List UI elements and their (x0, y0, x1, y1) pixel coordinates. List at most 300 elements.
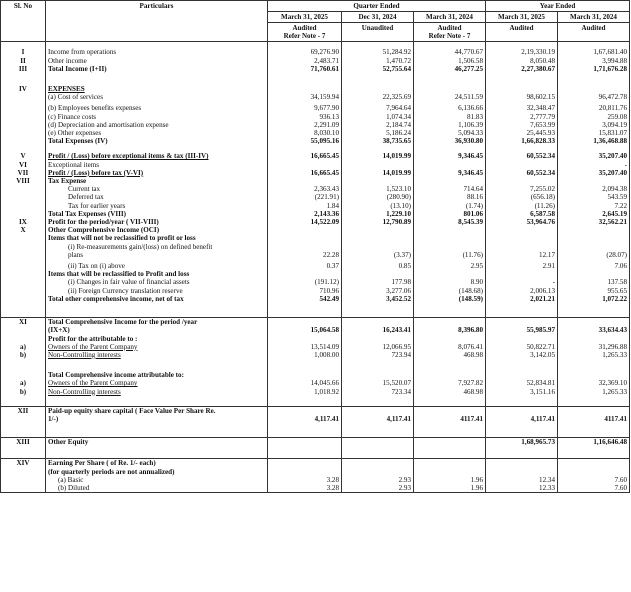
row-label: (a) Basic (58, 475, 84, 484)
sl-no-cell (1, 262, 46, 270)
sl-no-cell: a) (1, 343, 46, 351)
particulars-cell (46, 459, 268, 476)
value-cell (342, 57, 414, 65)
status-label: Audited (437, 24, 462, 33)
column-status (558, 23, 630, 42)
value-text: 32,562.21 (598, 218, 628, 227)
particulars-cell (46, 169, 268, 177)
value-cell (342, 48, 414, 56)
value-text: 14,045.66 (310, 379, 339, 388)
spacer-cell (268, 145, 342, 152)
particulars-cell (46, 104, 268, 112)
value-cell (414, 379, 486, 387)
spacer-cell (558, 423, 630, 438)
value-text: 7.06 (614, 262, 628, 271)
value-text: 16,243.41 (382, 326, 411, 335)
value-cell (268, 270, 342, 278)
value-text: 52,755.64 (382, 64, 411, 73)
value-text: 1,68,965.73 (521, 438, 555, 447)
spacer-cell (558, 145, 630, 152)
table-row (1, 152, 630, 160)
value-text: 3.28 (326, 483, 339, 492)
particulars-cell (46, 121, 268, 129)
value-cell (486, 278, 558, 286)
table-row (1, 351, 630, 359)
value-cell (486, 210, 558, 218)
value-cell (486, 476, 558, 484)
table-row (1, 129, 630, 137)
value-cell (414, 270, 486, 278)
value-text: 14,019.99 (382, 152, 411, 161)
value-cell (268, 57, 342, 65)
row-label: Items that will be reclassified to Profit and loss (48, 270, 190, 279)
value-cell (558, 278, 630, 286)
value-text: 96,472.78 (598, 93, 628, 102)
value-text: 12.34 (539, 475, 555, 484)
value-cell (268, 113, 342, 121)
table-row (1, 185, 630, 193)
spacer-cell (46, 446, 268, 459)
value-cell (486, 218, 558, 226)
sl-no-cell (1, 295, 46, 303)
table-row (1, 177, 630, 185)
value-text: 34,159.94 (310, 93, 339, 102)
value-cell (342, 262, 414, 270)
value-text: 4,117.41 (314, 414, 339, 423)
value-cell (268, 202, 342, 210)
particulars-cell (46, 48, 268, 56)
spacer-cell (1, 145, 46, 152)
value-cell (268, 185, 342, 193)
spacer-cell (558, 303, 630, 318)
row-label: Total Tax Expenses (VIII) (48, 209, 126, 218)
value-cell (268, 388, 342, 396)
table-row (1, 287, 630, 295)
value-cell (414, 177, 486, 185)
row-label: Non-Controlling interests (48, 350, 121, 359)
value-cell (558, 177, 630, 185)
value-text: 15,520.07 (382, 379, 411, 388)
value-text: 1,67,681.40 (593, 48, 628, 57)
value-cell (342, 295, 414, 303)
particulars-cell (46, 113, 268, 121)
value-cell (558, 406, 630, 423)
value-cell (414, 129, 486, 137)
value-cell (486, 185, 558, 193)
value-text: 6,136.66 (458, 104, 483, 113)
value-cell (486, 129, 558, 137)
row-label: Total Income (I+II) (48, 64, 107, 73)
value-text: 2.91 (542, 262, 555, 271)
particulars-cell (46, 65, 268, 73)
sl-no-cell: V (1, 152, 46, 160)
value-cell (414, 243, 486, 259)
value-cell (268, 459, 342, 476)
value-cell (414, 113, 486, 121)
table-row (1, 137, 630, 145)
value-cell (414, 335, 486, 343)
value-cell (414, 438, 486, 447)
spacer-cell (486, 423, 558, 438)
table-row (1, 438, 630, 447)
value-text: 1.84 (326, 201, 339, 210)
spacer-cell (486, 359, 558, 371)
value-cell (342, 104, 414, 112)
value-text: 723.34 (391, 387, 411, 396)
value-cell (342, 343, 414, 351)
value-cell (414, 278, 486, 286)
value-text: 5,094.33 (458, 129, 483, 138)
value-cell (486, 137, 558, 145)
value-cell (342, 137, 414, 145)
column-status (342, 23, 414, 42)
value-cell (268, 65, 342, 73)
value-cell (558, 129, 630, 137)
value-cell (342, 65, 414, 73)
value-text: 81.83 (467, 112, 483, 121)
value-cell (342, 121, 414, 129)
row-label-continued: (IX+X) (48, 326, 70, 335)
value-text: 2,184.74 (386, 120, 411, 129)
spacer-cell (558, 396, 630, 407)
value-text: - (552, 278, 555, 287)
value-cell (486, 318, 558, 335)
status-label: Audited (509, 24, 534, 33)
value-cell (558, 351, 630, 359)
value-text: 0.85 (398, 262, 411, 271)
value-text: 24,511.59 (454, 93, 483, 102)
value-cell (268, 169, 342, 177)
status-label: Unaudited (361, 24, 394, 33)
value-cell (414, 388, 486, 396)
value-cell (414, 193, 486, 201)
value-text: 7.60 (614, 475, 628, 484)
value-cell (268, 177, 342, 185)
particulars-cell (46, 129, 268, 137)
row-label: Total Expenses (IV) (48, 137, 108, 146)
sl-no-cell: II (1, 57, 46, 65)
value-text: 4,117.41 (530, 414, 555, 423)
value-cell (558, 243, 630, 259)
row-label: Income from operations (48, 48, 117, 57)
value-text: (221.91) (314, 193, 339, 202)
value-text: (191.12) (314, 278, 339, 287)
sl-no-header: Sl. No (1, 1, 46, 42)
particulars-cell (46, 351, 268, 359)
table-row (1, 371, 630, 379)
value-text: 46,277.25 (454, 64, 483, 73)
value-text: 22,325.69 (382, 93, 411, 102)
value-cell (342, 406, 414, 423)
table-row (1, 234, 630, 242)
value-cell (342, 152, 414, 160)
value-text: 55,985.97 (526, 326, 555, 335)
value-text: 468.98 (463, 387, 483, 396)
value-cell (342, 129, 414, 137)
value-cell (414, 406, 486, 423)
value-cell (558, 388, 630, 396)
value-text: 36,930.80 (454, 137, 483, 146)
value-cell (558, 476, 630, 484)
sl-no-cell: IV (1, 85, 46, 93)
row-label: Other Equity (48, 438, 89, 447)
value-cell (268, 262, 342, 270)
value-cell (414, 65, 486, 73)
value-text: 3,094.19 (602, 120, 628, 129)
spacer-cell (342, 396, 414, 407)
note-label: Refer Note - 7 (428, 32, 471, 41)
value-text: 32,348.47 (526, 104, 555, 113)
value-text: 1,66,828.33 (521, 137, 555, 146)
value-cell (268, 295, 342, 303)
spacer-row (1, 396, 630, 407)
spacer-cell (342, 423, 414, 438)
sl-no-cell: XIV (1, 459, 46, 476)
value-cell (486, 177, 558, 185)
table-row (1, 459, 630, 476)
table-row (1, 379, 630, 387)
value-text: 2.95 (470, 262, 483, 271)
value-text: (148.59) (458, 294, 483, 303)
value-cell (558, 270, 630, 278)
table-row (1, 295, 630, 303)
table-row (1, 243, 630, 259)
row-label: Profit / (Loss) before tax (V-VI) (48, 168, 144, 177)
value-text: 44,770.67 (454, 48, 483, 57)
spacer-cell (414, 303, 486, 318)
value-cell (342, 278, 414, 286)
value-cell (268, 161, 342, 169)
sl-no-cell: VIII (1, 177, 46, 185)
value-text: 1,523.10 (386, 185, 411, 194)
value-text: - (624, 160, 628, 169)
value-cell (486, 351, 558, 359)
value-cell (414, 85, 486, 93)
table-row (1, 85, 630, 93)
value-cell (558, 137, 630, 145)
value-cell (486, 243, 558, 259)
spacer-cell (46, 359, 268, 371)
value-text: 25,445.93 (526, 129, 555, 138)
value-text: 1,71,676.28 (593, 64, 628, 73)
value-text: 3,994.88 (602, 56, 628, 65)
table-row (1, 169, 630, 177)
value-cell (558, 104, 630, 112)
table-row (1, 210, 630, 218)
value-cell (342, 318, 414, 335)
value-cell (268, 152, 342, 160)
spacer-cell (1, 73, 46, 85)
value-cell (342, 113, 414, 121)
particulars-cell (46, 484, 268, 493)
value-cell (558, 371, 630, 379)
value-text: (1.74) (465, 201, 483, 210)
particulars-cell (46, 177, 268, 185)
particulars-cell (46, 57, 268, 65)
row-label: Profit for the attributable to : (48, 334, 138, 343)
value-cell (268, 318, 342, 335)
row-label: Current tax (68, 185, 101, 194)
value-text: 60,552.34 (526, 168, 555, 177)
value-cell (486, 343, 558, 351)
value-text: 714.64 (463, 185, 483, 194)
value-cell (414, 169, 486, 177)
value-text: 3,277.06 (386, 286, 411, 295)
spacer-cell (268, 446, 342, 459)
value-cell (342, 85, 414, 93)
particulars-cell (46, 185, 268, 193)
value-cell (414, 104, 486, 112)
value-cell (414, 484, 486, 493)
value-cell (414, 476, 486, 484)
sl-no-cell (1, 243, 46, 259)
column-date: Dec 31, 2024 (342, 12, 414, 23)
spacer-cell (342, 73, 414, 85)
row-label: (ii) Foreign Currency translation reserve (68, 286, 183, 295)
sl-no-cell (1, 113, 46, 121)
value-cell (486, 438, 558, 447)
particulars-cell (46, 371, 268, 379)
column-date: March 31, 2025 (268, 12, 342, 23)
value-text: 50,822.71 (526, 342, 555, 351)
value-text: 3,151.16 (530, 387, 555, 396)
spacer-cell (414, 359, 486, 371)
particulars-cell (46, 161, 268, 169)
spacer-cell (268, 73, 342, 85)
value-text: 1,36,468.88 (593, 137, 628, 146)
spacer-cell (558, 446, 630, 459)
spacer-row (1, 446, 630, 459)
value-text: 5,186.24 (386, 129, 411, 138)
particulars-cell (46, 210, 268, 218)
value-text: 1.96 (470, 475, 483, 484)
sl-no-cell (1, 202, 46, 210)
value-cell (558, 121, 630, 129)
value-cell (558, 65, 630, 73)
value-cell (558, 234, 630, 242)
row-label: Owners of the Parent Company (48, 342, 138, 351)
spacer-cell (558, 359, 630, 371)
value-text: 12,066.95 (382, 342, 411, 351)
value-text: 2,777.79 (530, 112, 555, 121)
table-row (1, 262, 630, 270)
row-label: Tax for earlier years (68, 201, 126, 210)
table-row (1, 202, 630, 210)
table-row (1, 161, 630, 169)
value-text: 16,665.45 (310, 168, 339, 177)
spacer-row (1, 359, 630, 371)
value-text: 3.28 (326, 475, 339, 484)
sl-no-cell: IX (1, 218, 46, 226)
value-cell (414, 210, 486, 218)
row-label: EXPENSES (48, 85, 85, 94)
particulars-cell (46, 388, 268, 396)
row-label: Other Comprehensive Income (OCI) (48, 226, 160, 235)
value-text: 801.06 (463, 209, 483, 218)
table-row (1, 121, 630, 129)
value-text: 12.17 (539, 250, 555, 259)
value-cell (268, 218, 342, 226)
value-text: 8,545.39 (458, 218, 483, 227)
value-text: 3,452.52 (386, 294, 411, 303)
value-cell (486, 113, 558, 121)
value-text: 13,514.09 (310, 342, 339, 351)
value-text: 7,927.82 (458, 379, 483, 388)
row-label: Items that will not be reclassified to profit or loss (48, 234, 196, 243)
value-text: 8,050.48 (530, 56, 555, 65)
value-text: 2,27,380.67 (521, 64, 555, 73)
value-cell (414, 137, 486, 145)
table-row (1, 226, 630, 234)
value-text: 20,811.76 (598, 104, 628, 113)
value-cell (486, 161, 558, 169)
value-cell (558, 93, 630, 101)
spacer-cell (46, 303, 268, 318)
value-text: 15,831.07 (598, 129, 628, 138)
value-cell (486, 459, 558, 476)
row-label: (ii) Tax on (i) above (68, 262, 125, 271)
spacer-cell (46, 145, 268, 152)
value-cell (486, 169, 558, 177)
status-label: Audited (581, 24, 606, 33)
value-cell (268, 335, 342, 343)
spacer-cell (558, 73, 630, 85)
particulars-cell (46, 287, 268, 295)
value-text: 14,019.99 (382, 168, 411, 177)
spacer-cell (342, 303, 414, 318)
value-cell (414, 48, 486, 56)
value-cell (414, 152, 486, 160)
sl-no-cell (1, 104, 46, 112)
value-text: 60,552.34 (526, 152, 555, 161)
row-label: (b) Diluted (58, 483, 90, 492)
value-text: (3.37) (393, 250, 411, 259)
value-text: 2,645.19 (602, 209, 628, 218)
value-cell (268, 287, 342, 295)
particulars-cell (46, 476, 268, 484)
spacer-cell (268, 396, 342, 407)
column-date: March 31, 2024 (558, 12, 630, 23)
value-text: 2,483.71 (314, 56, 339, 65)
value-cell (558, 202, 630, 210)
row-label: (i) Re-measurements gain/(loss) on defined benefit (68, 242, 213, 251)
row-label: (b) Employees benefits expenses (48, 104, 142, 113)
status-label: Audited (292, 24, 317, 33)
value-cell (342, 371, 414, 379)
value-cell (268, 243, 342, 259)
value-cell (414, 121, 486, 129)
particulars-cell (46, 270, 268, 278)
particulars-cell (46, 438, 268, 447)
value-text: 3,142.05 (530, 350, 555, 359)
value-cell (558, 343, 630, 351)
sl-no-cell (1, 278, 46, 286)
spacer-cell (414, 446, 486, 459)
value-cell (558, 85, 630, 93)
particulars-cell (46, 335, 268, 343)
row-label: Deferred tax (68, 193, 104, 202)
spacer-cell (1, 359, 46, 371)
value-cell (486, 48, 558, 56)
table-row (1, 484, 630, 493)
value-text: 16,665.45 (310, 152, 339, 161)
sl-no-cell: VII (1, 169, 46, 177)
value-text: 1,265.33 (602, 387, 628, 396)
value-text: 8.90 (470, 278, 483, 287)
value-cell (342, 379, 414, 387)
table-row (1, 93, 630, 101)
value-text: 1.96 (470, 483, 483, 492)
